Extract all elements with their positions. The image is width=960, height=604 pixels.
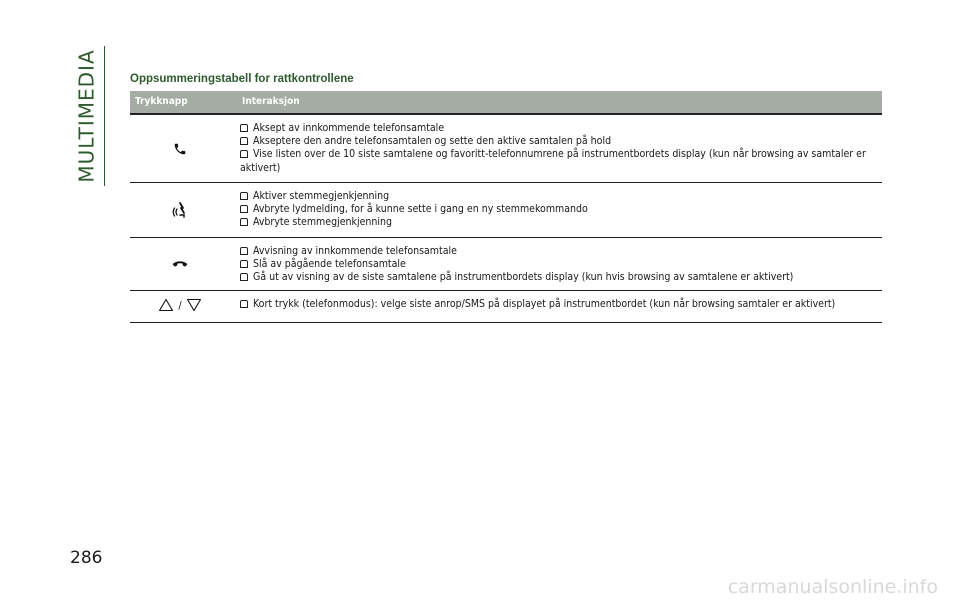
bullet-icon [240, 150, 248, 158]
page-number: 286 [70, 548, 103, 568]
interaction-cell [240, 245, 878, 285]
interaction-cell [240, 298, 878, 311]
key-cell [130, 115, 230, 182]
bullet-icon [240, 247, 248, 255]
watermark: carmanualsonline.info [727, 576, 938, 598]
phone-hangup-icon [172, 259, 188, 269]
list-item: Akseptere den andre telefonsamtalen og sette den aktive samtalen på hold [240, 135, 878, 148]
header-trykknapp: Trykknapp [135, 96, 188, 107]
bullet-icon [240, 137, 248, 145]
interaction-cell [240, 190, 878, 230]
table-title: Oppsummeringstabell for rattkontrollene [130, 73, 354, 85]
bullet-icon [240, 124, 248, 132]
bullet-icon [240, 260, 248, 268]
list-item: Avbryte stemmegjenkjenning [240, 216, 878, 229]
arrow-keys [158, 298, 201, 312]
table-row [130, 238, 882, 291]
list-item: Kort trykk (telefonmodus): velge siste anrop/SMS på displayet på instrumentbordet (kun når browsing samtaler er aktivert) [240, 298, 878, 311]
section-title: MULTIMEDIA [75, 49, 99, 183]
bullet-icon [240, 192, 248, 200]
list-item: Gå ut av visning av de siste samtalene på instrumentbordets display (kun hvis browsing av samtalene er aktivert) [240, 271, 878, 284]
list-item: Aksept av innkommende telefonsamtale [240, 122, 878, 135]
table-row [130, 115, 882, 183]
bullet-icon [240, 273, 248, 281]
table-row [130, 291, 882, 323]
table-row [130, 183, 882, 238]
list-item: Avvisning av innkommende telefonsamtale [240, 245, 878, 258]
list-item: Aktiver stemmegjenkjenning [240, 190, 878, 203]
arrow-up-icon [158, 298, 174, 312]
table-header [130, 91, 882, 115]
phone-answer-icon [173, 142, 187, 156]
list-item: Avbryte lydmelding, for å kunne sette i gang en ny stemmekommando [240, 203, 878, 216]
section-rule [104, 46, 105, 186]
key-cell [130, 291, 230, 322]
bullet-icon [240, 205, 248, 213]
list-item: Slå av pågående telefonsamtale [240, 258, 878, 271]
bullet-icon [240, 300, 248, 308]
key-cell [130, 238, 230, 290]
list-item: Vise listen over de 10 siste samtalene og favoritt-telefonnumrene på instrumentbordets display (kun når browsing av samtaler er aktivert) [240, 148, 866, 174]
header-interaksjon: Interaksjon [242, 96, 300, 107]
key-separator: / [178, 298, 182, 312]
key-cell [130, 183, 230, 237]
voice-command-icon [172, 201, 188, 219]
interaction-cell [240, 122, 878, 175]
bullet-icon [240, 218, 248, 226]
arrow-down-icon [186, 298, 202, 312]
